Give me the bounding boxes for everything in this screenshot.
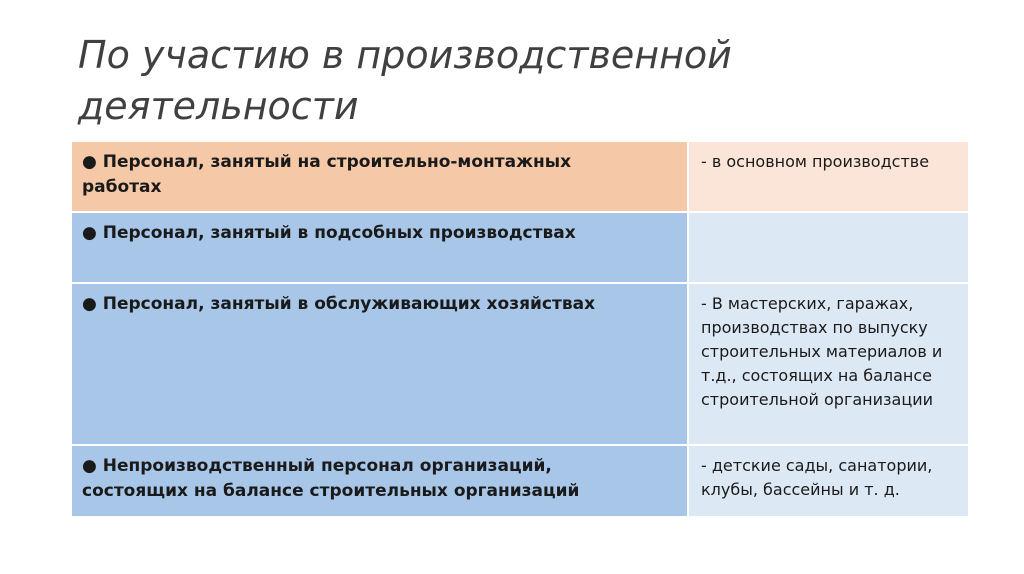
category-text-line: ● Персонал, занятый в обслуживающих хозяйствах bbox=[82, 294, 596, 314]
category-text-line: состоящих на балансе строительных организаций bbox=[82, 481, 580, 501]
personnel-table bbox=[70, 140, 970, 518]
detail-cell bbox=[688, 212, 969, 283]
detail-text-line: производствах по выпуску bbox=[701, 318, 928, 337]
slide-title-line-2: деятельности bbox=[78, 84, 359, 128]
detail-text-line: строительной организации bbox=[701, 390, 934, 409]
detail-text-line: - детские сады, санатории, bbox=[701, 456, 933, 475]
detail-text-line: - в основном производстве bbox=[701, 152, 930, 171]
table-row bbox=[71, 212, 969, 283]
slide-title-line-1: По участию в производственной bbox=[78, 33, 732, 77]
detail-cell bbox=[688, 141, 969, 212]
slide-title bbox=[78, 30, 958, 132]
detail-text-line: строительных материалов и bbox=[701, 342, 943, 361]
category-cell bbox=[71, 212, 688, 283]
detail-text-line: - В мастерских, гаражах, bbox=[701, 294, 914, 313]
category-cell bbox=[71, 141, 688, 212]
detail-cell bbox=[688, 445, 969, 517]
category-cell bbox=[71, 445, 688, 517]
detail-text-line: т.д., состоящих на балансе bbox=[701, 366, 933, 385]
table-row bbox=[71, 141, 969, 212]
category-text-line: ● Непроизводственный персонал организаций, bbox=[82, 456, 552, 476]
detail-cell bbox=[688, 283, 969, 445]
category-text-line: работах bbox=[82, 177, 162, 197]
table-row bbox=[71, 445, 969, 517]
category-text-line: ● Персонал, занятый в подсобных производствах bbox=[82, 223, 576, 243]
detail-text-line: клубы, бассейны и т. д. bbox=[701, 480, 900, 499]
category-text-line: ● Персонал, занятый на строительно-монтажных bbox=[82, 152, 572, 172]
table-row bbox=[71, 283, 969, 445]
category-cell bbox=[71, 283, 688, 445]
